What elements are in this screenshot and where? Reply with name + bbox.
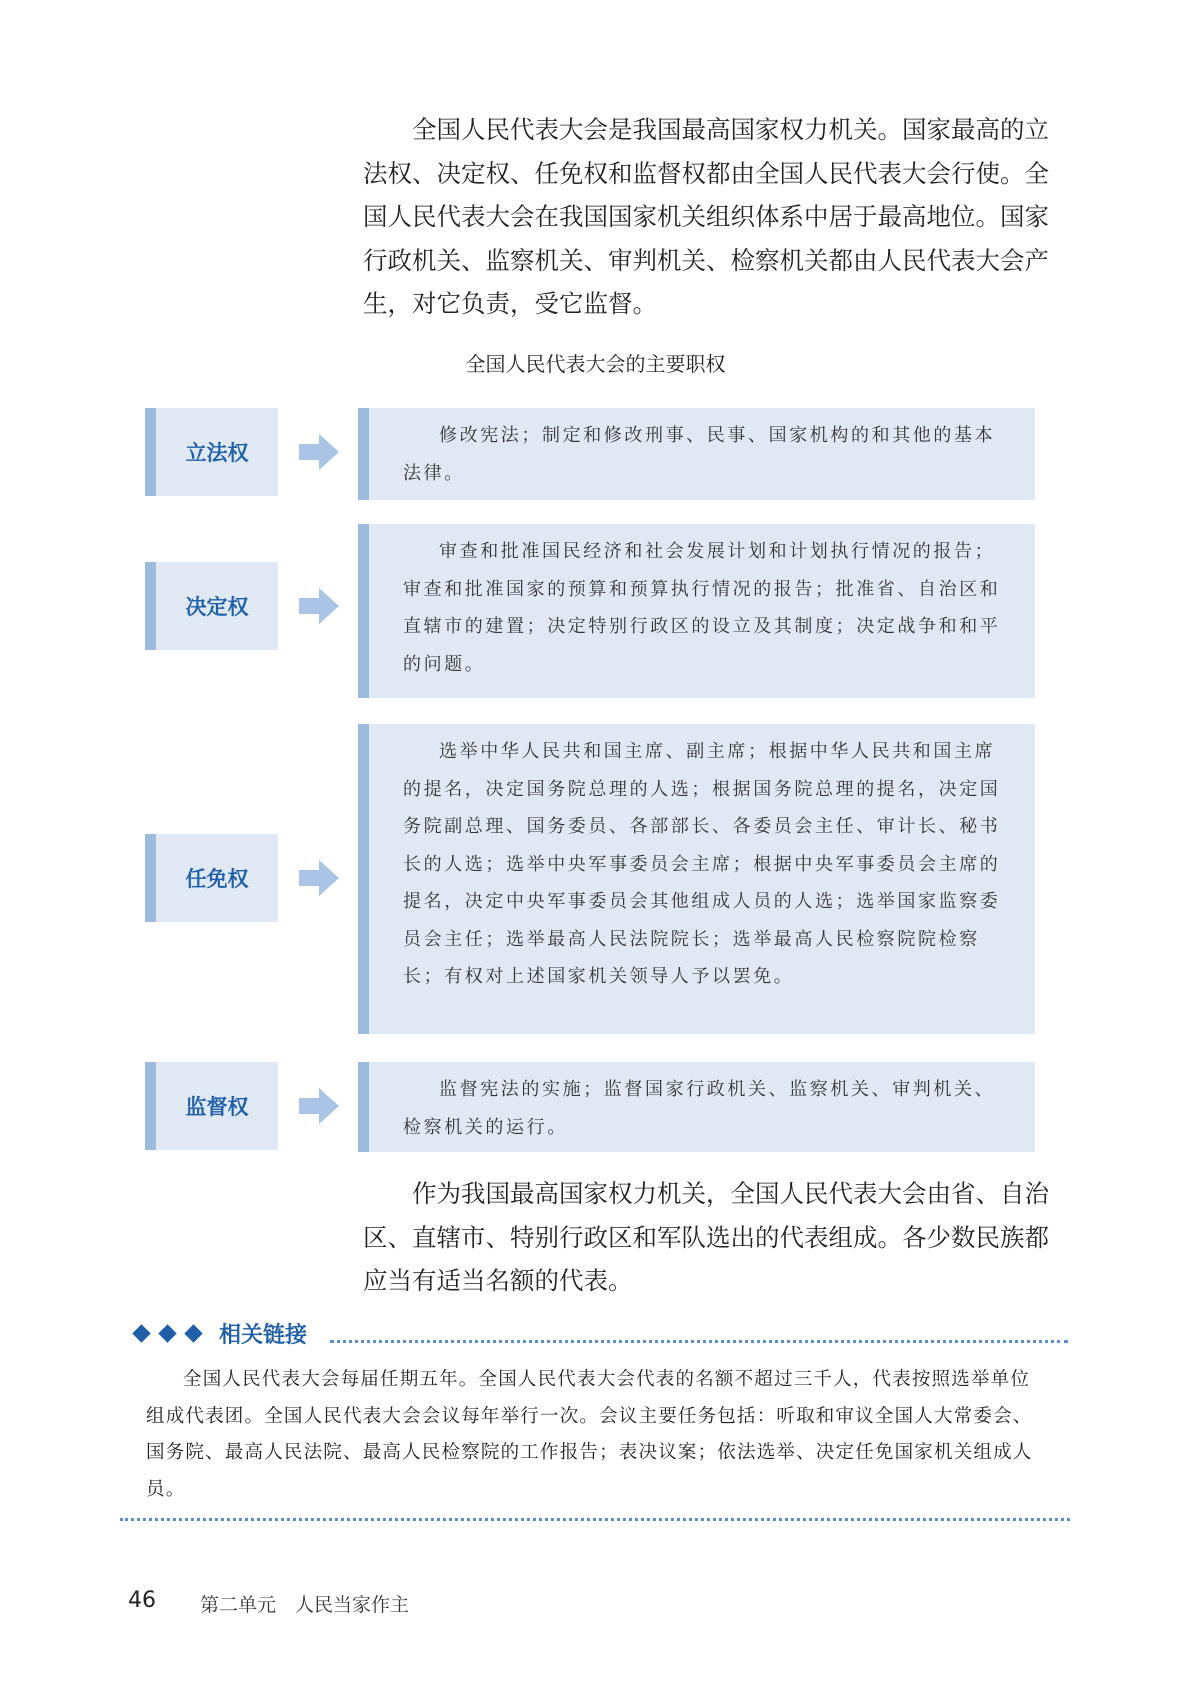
related-link-header — [135, 1318, 307, 1349]
dotted-divider — [330, 1340, 1068, 1343]
power-label-decision: 决定权 — [145, 562, 278, 650]
power-desc-text: 修改宪法；制定和修改刑事、民事、国家机构的和其他的基本法律。 — [403, 425, 996, 484]
power-desc-text: 审查和批准国民经济和社会发展计划和计划执行情况的报告；审查和批准国家的预算和预算执行情况的报告；批准省、自治区和直辖市的建置；决定特别行政区的设立及其制度；决定战争和和平的问题。 — [403, 541, 1001, 675]
diamond-icon — [158, 1324, 176, 1342]
arrow-right-icon — [299, 860, 339, 896]
power-desc-text: 选举中华人民共和国主席、副主席；根据中华人民共和国主席的提名，决定国务院总理的人选；根据国务院总理的提名，决定国务院副总理、国务委员、各部部长、各委员会主任、审计长、秘书长的人选；选举中央军事委员会主席；根据中央军事委员会主席的提名，决定中央军事委员会其他组成人员的人选；选举国家监察委员会主任；选举最高人民法院院长；选举最高人民检察院院检察长；有权对上述国家机关领导人予以罢免。 — [403, 741, 1001, 987]
power-label-supervision: 监督权 — [145, 1062, 278, 1150]
figure-title: 全国人民代表大会的主要职权 — [465, 352, 726, 376]
power-desc-legislative — [358, 408, 1035, 500]
arrow-right-icon — [299, 1088, 339, 1124]
outro-paragraph: 作为我国最高国家权力机关，全国人民代表大会由省、自治区、直辖市、特别行政区和军队选出的代表组成。各少数民族都应当有适当名额的代表。 — [363, 1179, 1049, 1295]
diamond-icon — [132, 1324, 150, 1342]
related-link-title: 相关链接 — [219, 1323, 308, 1348]
dotted-divider — [120, 1518, 1070, 1521]
diamond-icon — [184, 1324, 202, 1342]
intro-paragraph: 全国人民代表大会是我国最高国家权力机关。国家最高的立法权、决定权、任免权和监督权都由全国人民代表大会行使。全国人民代表大会在我国国家机关组织体系中居于最高地位。国家行政机关、监察机关、审判机关、检察机关都由人民代表大会产生，对它负责，受它监督。 — [363, 115, 1049, 318]
related-link-body: 全国人民代表大会每届任期五年。全国人民代表大会代表的名额不超过三千人，代表按照选举单位组成代表团。全国人民代表大会会议每年举行一次。会议主要任务包括：听取和审议全国人大常委会、国务院、最高人民法院、最高人民检察院的工作报告；表决议案；依法选举、决定任免国家机关组成人员。 — [146, 1369, 1033, 1500]
power-label-appointment: 任免权 — [145, 834, 278, 922]
unit-title: 第二单元 人民当家作主 — [200, 1594, 410, 1616]
power-desc-appointment — [358, 724, 1035, 1034]
page-number: 46 — [128, 1588, 156, 1613]
power-label-legislative: 立法权 — [145, 408, 278, 496]
arrow-right-icon — [299, 434, 339, 470]
power-desc-supervision — [358, 1062, 1035, 1152]
arrow-right-icon — [299, 588, 339, 624]
power-desc-decision — [358, 524, 1035, 698]
power-desc-text: 监督宪法的实施；监督国家行政机关、监察机关、审判机关、检察机关的运行。 — [403, 1079, 996, 1138]
